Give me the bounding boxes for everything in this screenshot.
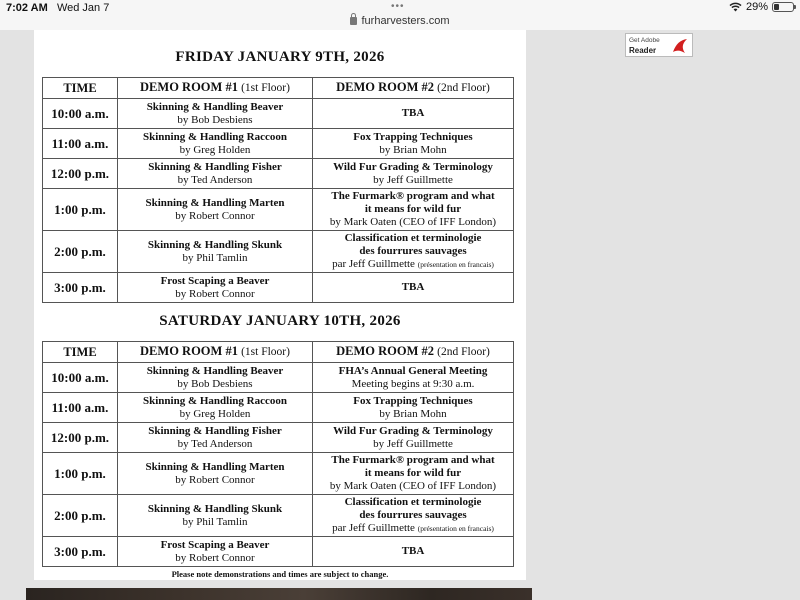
presenter: by Bob Desbiens: [177, 113, 253, 126]
room2-cell: [313, 537, 514, 567]
room1-cell: [118, 231, 313, 273]
demo-title: Classification et terminologie: [344, 496, 482, 508]
presenter: by Mark Oaten (CEO of IFF London): [329, 480, 497, 492]
demo-title: FHA’s Annual General Meeting: [338, 364, 488, 377]
room2-cell: [313, 453, 514, 495]
table-row: [43, 495, 514, 537]
table-row: [43, 159, 514, 189]
demo-title: The Furmark® program and what: [331, 454, 495, 466]
saturday-table-body: [43, 363, 514, 567]
room2-cell: [313, 363, 514, 393]
presenter: by Brian Mohn: [379, 407, 447, 420]
saturday-schedule-table: [42, 341, 514, 567]
room1-cell: [118, 129, 313, 159]
room1-cell: [118, 393, 313, 423]
time-cell: 12:00 p.m.: [43, 423, 118, 453]
language-note: (présentation en francais): [417, 524, 494, 533]
time-cell: 2:00 p.m.: [43, 231, 118, 273]
presenter: by Robert Connor: [175, 209, 255, 222]
time-cell: 1:00 p.m.: [43, 453, 118, 495]
demo-title: Skinning & Handling Raccoon: [143, 130, 287, 143]
address-bar[interactable]: [338, 15, 462, 27]
presenter: by Greg Holden: [179, 407, 251, 420]
table-row: [43, 129, 514, 159]
demo-title-line2: it means for wild fur: [364, 467, 462, 479]
room2-cell: [313, 231, 514, 273]
demo-title: Skinning & Handling Skunk: [147, 502, 283, 515]
page-bottom-image: [26, 588, 532, 600]
language-note: (présentation en francais): [417, 260, 494, 269]
presenter: by Phil Tamlin: [182, 251, 248, 264]
wifi-icon: [729, 2, 742, 12]
room1-cell: [118, 159, 313, 189]
presenter: by Greg Holden: [179, 143, 251, 156]
table-row: [43, 393, 514, 423]
url-text: furharvesters.com: [361, 15, 450, 27]
room1-cell: [118, 495, 313, 537]
status-time: 7:02 AM: [6, 2, 48, 14]
demo-title-line2: des fourrures sauvages: [359, 509, 467, 521]
presenter: by Jeff Guillmette: [373, 437, 453, 450]
presenter: by Brian Mohn: [379, 143, 447, 156]
table-header-row: [43, 78, 514, 99]
table-row: [43, 363, 514, 393]
demo-title: Classification et terminologie: [344, 232, 482, 244]
demo-title: Fox Trapping Techniques: [353, 394, 473, 407]
presenter: by Mark Oaten (CEO of IFF London): [329, 216, 497, 228]
battery-percent: 29%: [745, 1, 768, 13]
status-date: Wed Jan 7: [56, 2, 110, 14]
time-cell: 11:00 a.m.: [43, 393, 118, 423]
table-row: [43, 423, 514, 453]
time-cell: 1:00 p.m.: [43, 189, 118, 231]
demo-title: TBA: [401, 545, 425, 557]
get-adobe-reader-link[interactable]: [625, 33, 693, 57]
room2-cell: [313, 99, 514, 129]
column-header-room2: DEMO ROOM #2 (2nd Floor): [313, 342, 514, 363]
adobe-get-text: Get Adobe: [629, 37, 660, 44]
time-cell: 3:00 p.m.: [43, 537, 118, 567]
schedule-page: [34, 30, 526, 580]
room1-cell: [118, 537, 313, 567]
presenter: by Ted Anderson: [177, 437, 253, 450]
room1-cell: [118, 363, 313, 393]
presenter: by Ted Anderson: [177, 173, 253, 186]
demo-title: Wild Fur Grading & Terminology: [333, 424, 493, 437]
room2-cell: [313, 273, 514, 303]
demo-title: TBA: [401, 281, 425, 293]
demo-title: Wild Fur Grading & Terminology: [333, 160, 493, 173]
friday-title: FRIDAY JANUARY 9TH, 2026: [175, 49, 385, 65]
demo-title: TBA: [401, 107, 425, 119]
adobe-reader-text: Reader: [629, 46, 657, 55]
presenter: par Jeff Guillmette (présentation en francais): [332, 522, 494, 534]
column-header-room1: DEMO ROOM #1 (1st Floor): [118, 342, 313, 363]
room2-cell: [313, 129, 514, 159]
lock-icon: [350, 17, 357, 25]
time-cell: 3:00 p.m.: [43, 273, 118, 303]
status-bar: [0, 0, 800, 30]
table-row: [43, 537, 514, 567]
time-cell: 2:00 p.m.: [43, 495, 118, 537]
time-cell: 10:00 a.m.: [43, 99, 118, 129]
table-row: [43, 231, 514, 273]
time-cell: 12:00 p.m.: [43, 159, 118, 189]
multitasking-dots-icon[interactable]: •••: [391, 1, 405, 12]
room2-cell: [313, 159, 514, 189]
battery-icon: [772, 2, 794, 12]
demo-title-line2: des fourrures sauvages: [359, 245, 467, 257]
demo-title: The Furmark® program and what: [331, 190, 495, 202]
presenter: Meeting begins at 9:30 a.m.: [351, 377, 475, 390]
presenter: by Bob Desbiens: [177, 377, 253, 390]
room1-cell: [118, 99, 313, 129]
demo-title: Frost Scaping a Beaver: [160, 538, 270, 551]
battery-level: [774, 4, 779, 10]
column-header-time: TIME: [43, 78, 118, 99]
demo-title: Skinning & Handling Raccoon: [143, 394, 287, 407]
column-header-time: TIME: [43, 342, 118, 363]
table-row: [43, 273, 514, 303]
room2-cell: [313, 393, 514, 423]
footer-note: Please note demonstrations and times are subject to change.: [171, 569, 389, 579]
room2-cell: [313, 423, 514, 453]
table-header-row: [43, 342, 514, 363]
demo-title: Skinning & Handling Beaver: [146, 364, 284, 377]
demo-title: Skinning & Handling Marten: [145, 460, 285, 473]
saturday-title: SATURDAY JANUARY 10TH, 2026: [159, 313, 401, 329]
table-row: [43, 453, 514, 495]
demo-title: Fox Trapping Techniques: [353, 130, 473, 143]
presenter: by Robert Connor: [175, 287, 255, 300]
demo-title: Skinning & Handling Fisher: [148, 160, 282, 173]
demo-title: Skinning & Handling Skunk: [147, 238, 283, 251]
room1-cell: [118, 453, 313, 495]
presenter: by Jeff Guillmette: [373, 173, 453, 186]
presenter: by Robert Connor: [175, 551, 255, 564]
time-cell: 10:00 a.m.: [43, 363, 118, 393]
table-row: [43, 99, 514, 129]
demo-title-line2: it means for wild fur: [364, 203, 462, 215]
presenter: by Robert Connor: [175, 473, 255, 486]
room1-cell: [118, 189, 313, 231]
demo-title: Frost Scaping a Beaver: [160, 274, 270, 287]
room2-cell: [313, 495, 514, 537]
presenter: par Jeff Guillmette (présentation en francais): [332, 258, 494, 270]
demo-title: Skinning & Handling Marten: [145, 196, 285, 209]
column-header-room2: DEMO ROOM #2 (2nd Floor): [313, 78, 514, 99]
time-cell: 11:00 a.m.: [43, 129, 118, 159]
friday-schedule-table: [42, 77, 514, 303]
column-header-room1: DEMO ROOM #1 (1st Floor): [118, 78, 313, 99]
room1-cell: [118, 273, 313, 303]
demo-title: Skinning & Handling Fisher: [148, 424, 282, 437]
room2-cell: [313, 189, 514, 231]
presenter: by Phil Tamlin: [182, 515, 248, 528]
table-row: [43, 189, 514, 231]
adobe-reader-icon: [670, 36, 690, 56]
friday-table-body: [43, 99, 514, 303]
demo-title: Skinning & Handling Beaver: [146, 100, 284, 113]
room1-cell: [118, 423, 313, 453]
